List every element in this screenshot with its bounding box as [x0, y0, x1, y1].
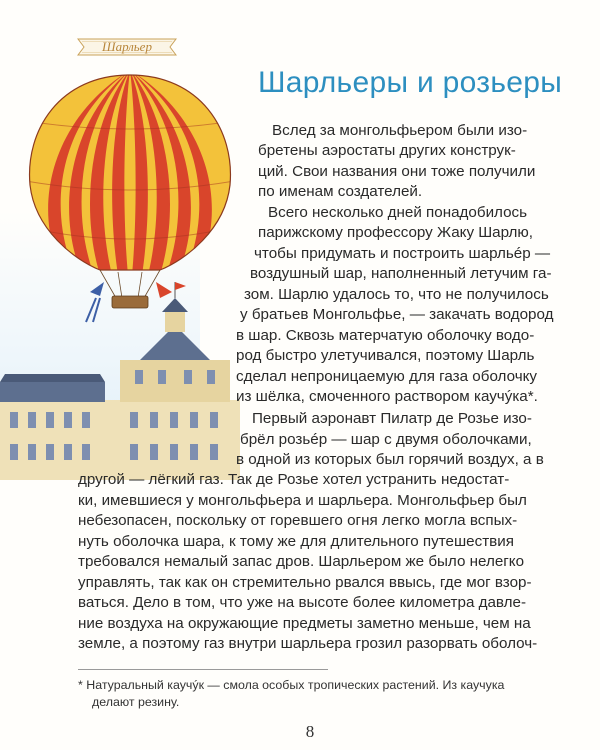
section-tag-label: Шарльер [102, 39, 152, 54]
text-line: другой — лёгкий газ. Так де Розье хотел устранить недостат- [78, 471, 510, 488]
text-line: по именам создателей. [258, 183, 423, 200]
footnote-line: * Натуральный каучýк — смола особых тропических растений. Из каучука [78, 678, 505, 692]
text-line: воздушный шар, наполненный летучим га- [250, 265, 552, 282]
text-line: ние воздуха на окружающие предметы заметно меньше, чем на [78, 615, 531, 632]
text-line: из шёлка, смоченного раствором каучýка*. [236, 388, 538, 405]
text-line: в одной из которых был горячий воздух, а в [236, 451, 544, 468]
text-line: у братьев Монгольфье, — закачать водород [240, 306, 554, 323]
text-line: Первый аэронавт Пилатр де Розье изо- [252, 410, 532, 427]
text-line: нуть оболочка шара, к тому же для длительного путешествия [78, 533, 514, 550]
text-line: чтобы придумать и построить шарльéр — [254, 245, 551, 262]
text-line: брёл розьéр — шар с двумя оболочками, [240, 431, 532, 448]
text-line: ки, имевшиеся у монгольфьера и шарльера. Монгольфьер был [78, 492, 527, 509]
text-line: парижскому профессору Жаку Шарлю, [258, 224, 534, 241]
text-line: Вслед за монгольфьером были изо- [272, 122, 528, 139]
footnote-rule [78, 669, 328, 670]
text-line: сделал непроницаемую для газа оболочку [236, 368, 538, 385]
text-line: ваться. Дело в том, что уже на высоте более километра давле- [78, 594, 527, 611]
text-line: ций. Свои названия они тоже получили [258, 163, 536, 180]
text-line: Всего несколько дней понадобилось [268, 204, 528, 221]
text-line: земле, а поэтому газ внутри шарльера грозил разорвать оболоч- [78, 635, 538, 652]
page-title: Шарльеры и розьеры [258, 66, 563, 99]
text-line: зом. Шарлю удалось то, что не получилось [244, 286, 549, 303]
footnote-line: делают резину. [92, 695, 180, 709]
text-line: в шар. Сквозь матерчатую оболочку водо- [236, 327, 535, 344]
page-number: 8 [305, 722, 315, 741]
text-line: требовался немалый запас дров. Шарльером же было нелегко [78, 553, 525, 570]
section-tag [76, 36, 178, 58]
text-line: род быстро улетучивался, поэтому Шарль [236, 347, 535, 364]
text-line: управлять, так как он стремительно рвался ввысь, где мог взор- [78, 574, 532, 591]
text-line: небезопасен, поскольку от горевшего огня легко могла вспых- [78, 512, 518, 529]
text-line: бретены аэростаты других конструк- [258, 142, 516, 159]
balloon-illustration [0, 60, 260, 480]
